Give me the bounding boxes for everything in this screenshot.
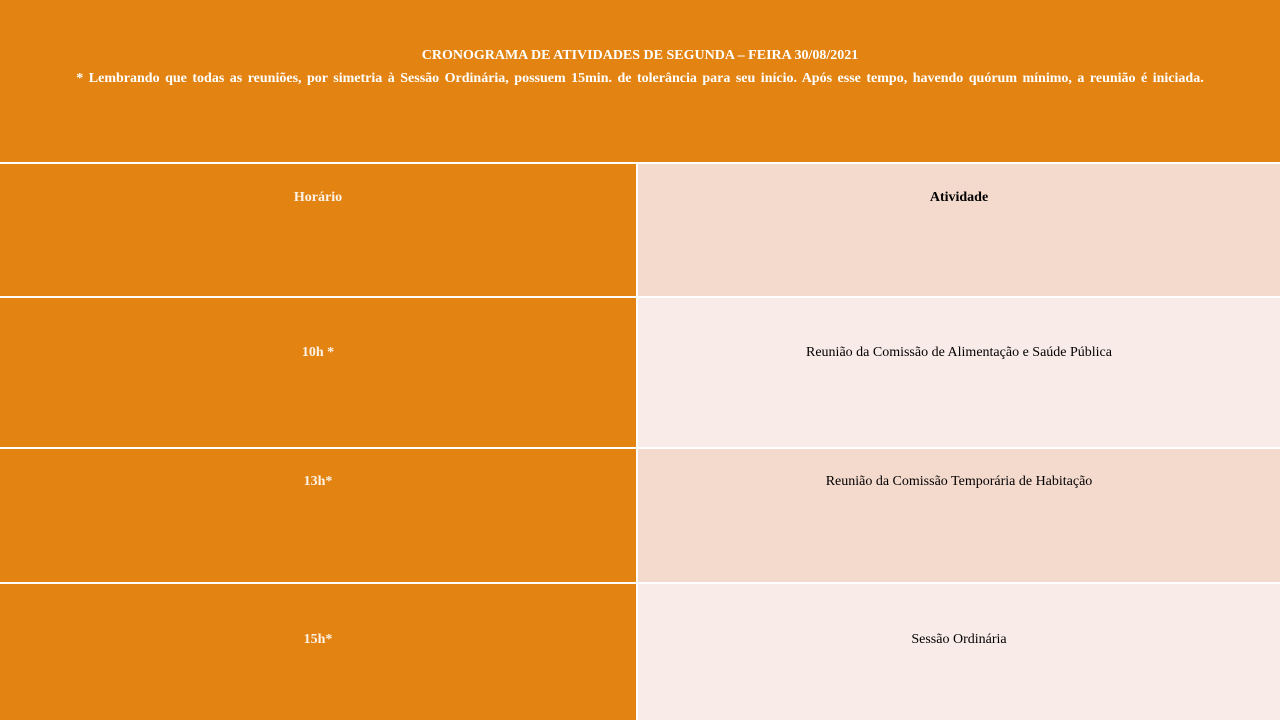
- schedule-title: CRONOGRAMA DE ATIVIDADES DE SEGUNDA – FEIRA 30/08/2021: [421, 48, 859, 63]
- time-cell: [0, 584, 636, 720]
- table-row: [0, 584, 1280, 720]
- tolerance-note: * Lembrando que todas as reuniões, por simetria à Sessão Ordinária, possuem 15min. de tolerância para seu início. Após esse tempo, havendo quórum mínimo, a reunião é iniciada.: [76, 71, 1204, 86]
- activity-value: Reunião da Comissão Temporária de Habitação: [825, 474, 1093, 489]
- time-cell: [0, 298, 636, 447]
- column-header-time-label: Horário: [293, 190, 343, 205]
- activity-cell: [638, 298, 1280, 447]
- table-row: [0, 449, 1280, 582]
- table-row: [0, 298, 1280, 447]
- column-header-time: [0, 164, 636, 296]
- activity-value: Sessão Ordinária: [911, 632, 1007, 647]
- schedule-header: [0, 0, 1280, 162]
- column-header-activity-label: Atividade: [929, 190, 989, 205]
- time-cell: [0, 449, 636, 582]
- table-header-row: [0, 164, 1280, 296]
- time-value: 13h*: [303, 474, 333, 489]
- activity-cell: [638, 584, 1280, 720]
- column-header-activity: [638, 164, 1280, 296]
- time-value: 15h*: [303, 632, 333, 647]
- time-value: 10h *: [301, 345, 335, 360]
- activity-value: Reunião da Comissão de Alimentação e Saúde Pública: [806, 345, 1112, 360]
- activity-cell: [638, 449, 1280, 582]
- schedule-table: [0, 164, 1280, 720]
